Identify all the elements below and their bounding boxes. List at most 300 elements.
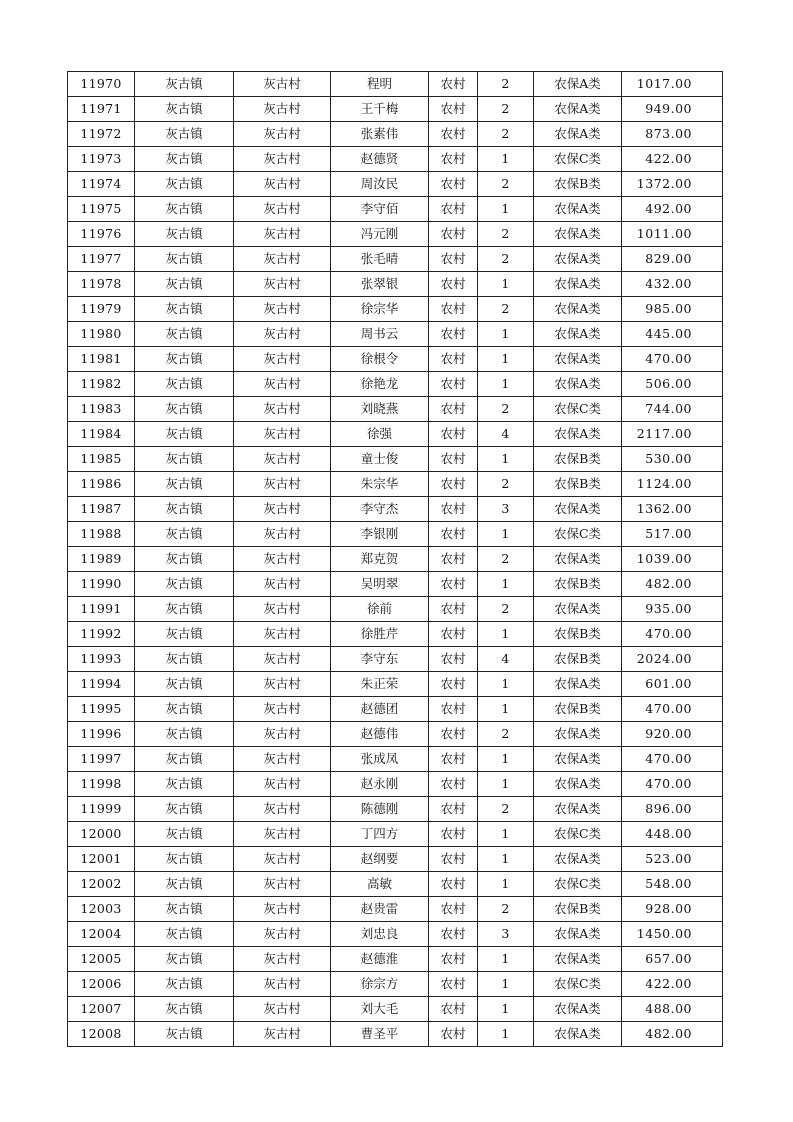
township-cell: 灰古镇 <box>135 1022 234 1047</box>
village-cell: 灰古村 <box>234 947 331 972</box>
document-page <box>67 71 722 1047</box>
amount-cell: 1039.00 <box>622 547 723 572</box>
table-row <box>68 172 723 197</box>
household-type-cell: 农村 <box>429 372 478 397</box>
household-type-cell: 农村 <box>429 522 478 547</box>
household-size-cell: 4 <box>478 647 534 672</box>
amount-cell: 1017.00 <box>622 72 723 97</box>
amount-cell: 530.00 <box>622 447 723 472</box>
name-cell: 周汝民 <box>331 172 429 197</box>
village-cell: 灰古村 <box>234 922 331 947</box>
household-type-cell: 农村 <box>429 772 478 797</box>
serial-number-cell: 11970 <box>68 72 135 97</box>
household-type-cell: 农村 <box>429 447 478 472</box>
insurance-category-cell: 农保B类 <box>534 647 622 672</box>
name-cell: 刘忠良 <box>331 922 429 947</box>
township-cell: 灰古镇 <box>135 72 234 97</box>
village-cell: 灰古村 <box>234 897 331 922</box>
village-cell: 灰古村 <box>234 1022 331 1047</box>
insurance-category-cell: 农保A类 <box>534 372 622 397</box>
household-size-cell: 2 <box>478 222 534 247</box>
village-cell: 灰古村 <box>234 747 331 772</box>
amount-cell: 1124.00 <box>622 472 723 497</box>
amount-cell: 896.00 <box>622 797 723 822</box>
household-type-cell: 农村 <box>429 272 478 297</box>
serial-number-cell: 12006 <box>68 972 135 997</box>
amount-cell: 470.00 <box>622 697 723 722</box>
village-cell: 灰古村 <box>234 222 331 247</box>
name-cell: 张翠银 <box>331 272 429 297</box>
serial-number-cell: 11984 <box>68 422 135 447</box>
village-cell: 灰古村 <box>234 272 331 297</box>
insurance-category-cell: 农保B类 <box>534 172 622 197</box>
village-cell: 灰古村 <box>234 247 331 272</box>
table-row <box>68 872 723 897</box>
household-size-cell: 3 <box>478 922 534 947</box>
village-cell: 灰古村 <box>234 847 331 872</box>
household-type-cell: 农村 <box>429 122 478 147</box>
household-type-cell: 农村 <box>429 672 478 697</box>
insurance-category-cell: 农保A类 <box>534 772 622 797</box>
serial-number-cell: 12008 <box>68 1022 135 1047</box>
insurance-category-cell: 农保A类 <box>534 122 622 147</box>
serial-number-cell: 11976 <box>68 222 135 247</box>
insurance-category-cell: 农保A类 <box>534 297 622 322</box>
table-row <box>68 522 723 547</box>
village-cell: 灰古村 <box>234 997 331 1022</box>
township-cell: 灰古镇 <box>135 697 234 722</box>
township-cell: 灰古镇 <box>135 997 234 1022</box>
household-type-cell: 农村 <box>429 347 478 372</box>
township-cell: 灰古镇 <box>135 947 234 972</box>
serial-number-cell: 11973 <box>68 147 135 172</box>
table-row <box>68 722 723 747</box>
village-cell: 灰古村 <box>234 322 331 347</box>
township-cell: 灰古镇 <box>135 897 234 922</box>
township-cell: 灰古镇 <box>135 622 234 647</box>
village-cell: 灰古村 <box>234 797 331 822</box>
table-row <box>68 1022 723 1047</box>
village-cell: 灰古村 <box>234 472 331 497</box>
name-cell: 李守佰 <box>331 197 429 222</box>
township-cell: 灰古镇 <box>135 797 234 822</box>
township-cell: 灰古镇 <box>135 472 234 497</box>
amount-cell: 548.00 <box>622 872 723 897</box>
household-size-cell: 1 <box>478 697 534 722</box>
household-size-cell: 2 <box>478 597 534 622</box>
serial-number-cell: 12000 <box>68 822 135 847</box>
household-size-cell: 1 <box>478 772 534 797</box>
name-cell: 李守东 <box>331 647 429 672</box>
serial-number-cell: 11981 <box>68 347 135 372</box>
village-cell: 灰古村 <box>234 972 331 997</box>
township-cell: 灰古镇 <box>135 247 234 272</box>
village-cell: 灰古村 <box>234 347 331 372</box>
village-cell: 灰古村 <box>234 622 331 647</box>
amount-cell: 492.00 <box>622 197 723 222</box>
serial-number-cell: 11980 <box>68 322 135 347</box>
amount-cell: 928.00 <box>622 897 723 922</box>
village-cell: 灰古村 <box>234 197 331 222</box>
insurance-category-cell: 农保B类 <box>534 472 622 497</box>
township-cell: 灰古镇 <box>135 347 234 372</box>
village-cell: 灰古村 <box>234 722 331 747</box>
serial-number-cell: 11983 <box>68 397 135 422</box>
household-size-cell: 1 <box>478 322 534 347</box>
name-cell: 刘大毛 <box>331 997 429 1022</box>
amount-cell: 506.00 <box>622 372 723 397</box>
serial-number-cell: 11974 <box>68 172 135 197</box>
amount-cell: 2117.00 <box>622 422 723 447</box>
amount-cell: 601.00 <box>622 672 723 697</box>
table-row <box>68 497 723 522</box>
household-size-cell: 2 <box>478 472 534 497</box>
township-cell: 灰古镇 <box>135 872 234 897</box>
village-cell: 灰古村 <box>234 122 331 147</box>
household-type-cell: 农村 <box>429 822 478 847</box>
amount-cell: 1372.00 <box>622 172 723 197</box>
township-cell: 灰古镇 <box>135 272 234 297</box>
table-row <box>68 572 723 597</box>
village-cell: 灰古村 <box>234 447 331 472</box>
serial-number-cell: 11986 <box>68 472 135 497</box>
village-cell: 灰古村 <box>234 72 331 97</box>
village-cell: 灰古村 <box>234 497 331 522</box>
name-cell: 张素伟 <box>331 122 429 147</box>
insurance-category-cell: 农保B类 <box>534 697 622 722</box>
name-cell: 朱宗华 <box>331 472 429 497</box>
insurance-category-cell: 农保A类 <box>534 922 622 947</box>
serial-number-cell: 11994 <box>68 672 135 697</box>
name-cell: 徐宗华 <box>331 297 429 322</box>
amount-cell: 744.00 <box>622 397 723 422</box>
serial-number-cell: 12002 <box>68 872 135 897</box>
serial-number-cell: 11985 <box>68 447 135 472</box>
household-size-cell: 2 <box>478 72 534 97</box>
insurance-category-cell: 农保A类 <box>534 947 622 972</box>
household-type-cell: 农村 <box>429 622 478 647</box>
table-row <box>68 297 723 322</box>
name-cell: 李守杰 <box>331 497 429 522</box>
serial-number-cell: 11988 <box>68 522 135 547</box>
name-cell: 朱正荣 <box>331 672 429 697</box>
insurance-category-cell: 农保C类 <box>534 147 622 172</box>
township-cell: 灰古镇 <box>135 222 234 247</box>
household-type-cell: 农村 <box>429 997 478 1022</box>
household-size-cell: 1 <box>478 747 534 772</box>
serial-number-cell: 12007 <box>68 997 135 1022</box>
name-cell: 徐根令 <box>331 347 429 372</box>
household-type-cell: 农村 <box>429 222 478 247</box>
household-size-cell: 1 <box>478 1022 534 1047</box>
serial-number-cell: 11998 <box>68 772 135 797</box>
serial-number-cell: 11989 <box>68 547 135 572</box>
insurance-category-cell: 农保B类 <box>534 622 622 647</box>
household-size-cell: 1 <box>478 197 534 222</box>
name-cell: 郑克贺 <box>331 547 429 572</box>
table-row <box>68 372 723 397</box>
name-cell: 赵贵雷 <box>331 897 429 922</box>
township-cell: 灰古镇 <box>135 447 234 472</box>
household-type-cell: 农村 <box>429 922 478 947</box>
household-size-cell: 2 <box>478 97 534 122</box>
name-cell: 张成凤 <box>331 747 429 772</box>
insurance-category-cell: 农保A类 <box>534 347 622 372</box>
household-type-cell: 农村 <box>429 322 478 347</box>
village-cell: 灰古村 <box>234 822 331 847</box>
table-row <box>68 247 723 272</box>
table-row <box>68 347 723 372</box>
insurance-category-cell: 农保C类 <box>534 822 622 847</box>
township-cell: 灰古镇 <box>135 97 234 122</box>
table-row <box>68 797 723 822</box>
township-cell: 灰古镇 <box>135 722 234 747</box>
household-size-cell: 2 <box>478 897 534 922</box>
amount-cell: 523.00 <box>622 847 723 872</box>
household-size-cell: 2 <box>478 122 534 147</box>
table-row <box>68 897 723 922</box>
amount-cell: 422.00 <box>622 147 723 172</box>
household-type-cell: 农村 <box>429 72 478 97</box>
amount-cell: 448.00 <box>622 822 723 847</box>
household-size-cell: 4 <box>478 422 534 447</box>
township-cell: 灰古镇 <box>135 497 234 522</box>
township-cell: 灰古镇 <box>135 747 234 772</box>
table-row <box>68 447 723 472</box>
township-cell: 灰古镇 <box>135 772 234 797</box>
insurance-category-cell: 农保A类 <box>534 72 622 97</box>
name-cell: 刘晓燕 <box>331 397 429 422</box>
table-row <box>68 772 723 797</box>
household-type-cell: 农村 <box>429 97 478 122</box>
amount-cell: 949.00 <box>622 97 723 122</box>
household-size-cell: 2 <box>478 547 534 572</box>
insurance-category-cell: 农保A类 <box>534 547 622 572</box>
household-size-cell: 1 <box>478 847 534 872</box>
household-size-cell: 1 <box>478 347 534 372</box>
table-row <box>68 647 723 672</box>
serial-number-cell: 11993 <box>68 647 135 672</box>
insurance-category-cell: 农保B类 <box>534 572 622 597</box>
name-cell: 丁四方 <box>331 822 429 847</box>
table-row <box>68 472 723 497</box>
township-cell: 灰古镇 <box>135 597 234 622</box>
insurance-category-cell: 农保A类 <box>534 597 622 622</box>
serial-number-cell: 11972 <box>68 122 135 147</box>
serial-number-cell: 11975 <box>68 197 135 222</box>
amount-cell: 829.00 <box>622 247 723 272</box>
name-cell: 赵永刚 <box>331 772 429 797</box>
household-size-cell: 1 <box>478 672 534 697</box>
serial-number-cell: 11999 <box>68 797 135 822</box>
insurance-category-cell: 农保A类 <box>534 197 622 222</box>
serial-number-cell: 12004 <box>68 922 135 947</box>
village-cell: 灰古村 <box>234 522 331 547</box>
insurance-category-cell: 农保A类 <box>534 1022 622 1047</box>
table-row <box>68 72 723 97</box>
table-row <box>68 972 723 997</box>
serial-number-cell: 11990 <box>68 572 135 597</box>
township-cell: 灰古镇 <box>135 972 234 997</box>
serial-number-cell: 11979 <box>68 297 135 322</box>
household-size-cell: 2 <box>478 247 534 272</box>
insurance-category-cell: 农保B类 <box>534 447 622 472</box>
table-row <box>68 122 723 147</box>
serial-number-cell: 12001 <box>68 847 135 872</box>
household-size-cell: 1 <box>478 872 534 897</box>
name-cell: 李银刚 <box>331 522 429 547</box>
township-cell: 灰古镇 <box>135 922 234 947</box>
name-cell: 徐前 <box>331 597 429 622</box>
household-type-cell: 农村 <box>429 472 478 497</box>
village-cell: 灰古村 <box>234 297 331 322</box>
insurance-category-cell: 农保A类 <box>534 247 622 272</box>
household-type-cell: 农村 <box>429 797 478 822</box>
household-type-cell: 农村 <box>429 172 478 197</box>
table-row <box>68 597 723 622</box>
name-cell: 童士俊 <box>331 447 429 472</box>
township-cell: 灰古镇 <box>135 122 234 147</box>
insurance-category-cell: 农保A类 <box>534 97 622 122</box>
table-row <box>68 197 723 222</box>
amount-cell: 432.00 <box>622 272 723 297</box>
serial-number-cell: 12005 <box>68 947 135 972</box>
township-cell: 灰古镇 <box>135 522 234 547</box>
household-size-cell: 2 <box>478 397 534 422</box>
township-cell: 灰古镇 <box>135 397 234 422</box>
name-cell: 徐胜芹 <box>331 622 429 647</box>
village-cell: 灰古村 <box>234 172 331 197</box>
name-cell: 赵德伟 <box>331 722 429 747</box>
name-cell: 周书云 <box>331 322 429 347</box>
township-cell: 灰古镇 <box>135 322 234 347</box>
serial-number-cell: 12003 <box>68 897 135 922</box>
name-cell: 赵德淮 <box>331 947 429 972</box>
township-cell: 灰古镇 <box>135 147 234 172</box>
household-type-cell: 农村 <box>429 897 478 922</box>
township-cell: 灰古镇 <box>135 172 234 197</box>
household-type-cell: 农村 <box>429 147 478 172</box>
amount-cell: 470.00 <box>622 772 723 797</box>
name-cell: 徐强 <box>331 422 429 447</box>
amount-cell: 422.00 <box>622 972 723 997</box>
amount-cell: 935.00 <box>622 597 723 622</box>
insurance-category-cell: 农保A类 <box>534 272 622 297</box>
serial-number-cell: 11987 <box>68 497 135 522</box>
household-type-cell: 农村 <box>429 247 478 272</box>
serial-number-cell: 11995 <box>68 697 135 722</box>
table-row <box>68 622 723 647</box>
household-size-cell: 2 <box>478 172 534 197</box>
table-row <box>68 997 723 1022</box>
table-row <box>68 747 723 772</box>
household-size-cell: 1 <box>478 622 534 647</box>
amount-cell: 445.00 <box>622 322 723 347</box>
township-cell: 灰古镇 <box>135 547 234 572</box>
name-cell: 张毛晴 <box>331 247 429 272</box>
table-row <box>68 322 723 347</box>
table-row <box>68 697 723 722</box>
name-cell: 冯元刚 <box>331 222 429 247</box>
village-cell: 灰古村 <box>234 697 331 722</box>
household-type-cell: 农村 <box>429 547 478 572</box>
name-cell: 王千梅 <box>331 97 429 122</box>
household-type-cell: 农村 <box>429 597 478 622</box>
insurance-category-cell: 农保A类 <box>534 422 622 447</box>
insurance-category-cell: 农保C类 <box>534 872 622 897</box>
township-cell: 灰古镇 <box>135 672 234 697</box>
insurance-category-cell: 农保A类 <box>534 847 622 872</box>
household-type-cell: 农村 <box>429 872 478 897</box>
household-size-cell: 2 <box>478 722 534 747</box>
insurance-category-cell: 农保A类 <box>534 322 622 347</box>
table-row <box>68 97 723 122</box>
village-cell: 灰古村 <box>234 547 331 572</box>
serial-number-cell: 11978 <box>68 272 135 297</box>
village-cell: 灰古村 <box>234 597 331 622</box>
table-row <box>68 272 723 297</box>
table-row <box>68 847 723 872</box>
village-cell: 灰古村 <box>234 97 331 122</box>
table-row <box>68 547 723 572</box>
township-cell: 灰古镇 <box>135 822 234 847</box>
name-cell: 高敏 <box>331 872 429 897</box>
village-cell: 灰古村 <box>234 872 331 897</box>
name-cell: 赵德团 <box>331 697 429 722</box>
amount-cell: 657.00 <box>622 947 723 972</box>
household-type-cell: 农村 <box>429 1022 478 1047</box>
township-cell: 灰古镇 <box>135 647 234 672</box>
household-size-cell: 1 <box>478 972 534 997</box>
name-cell: 陈德刚 <box>331 797 429 822</box>
serial-number-cell: 11992 <box>68 622 135 647</box>
amount-cell: 1450.00 <box>622 922 723 947</box>
household-size-cell: 1 <box>478 372 534 397</box>
household-size-cell: 3 <box>478 497 534 522</box>
amount-cell: 2024.00 <box>622 647 723 672</box>
village-cell: 灰古村 <box>234 672 331 697</box>
village-cell: 灰古村 <box>234 397 331 422</box>
insurance-category-cell: 农保A类 <box>534 997 622 1022</box>
table-row <box>68 222 723 247</box>
table-row <box>68 672 723 697</box>
table-row <box>68 397 723 422</box>
household-size-cell: 1 <box>478 272 534 297</box>
village-cell: 灰古村 <box>234 422 331 447</box>
household-type-cell: 农村 <box>429 947 478 972</box>
insurance-category-cell: 农保A类 <box>534 497 622 522</box>
amount-cell: 873.00 <box>622 122 723 147</box>
table-row <box>68 147 723 172</box>
table-row <box>68 822 723 847</box>
amount-cell: 488.00 <box>622 997 723 1022</box>
household-type-cell: 农村 <box>429 722 478 747</box>
insurance-category-cell: 农保A类 <box>534 722 622 747</box>
table-row <box>68 422 723 447</box>
household-type-cell: 农村 <box>429 297 478 322</box>
insurance-category-cell: 农保C类 <box>534 397 622 422</box>
household-type-cell: 农村 <box>429 422 478 447</box>
amount-cell: 482.00 <box>622 1022 723 1047</box>
household-type-cell: 农村 <box>429 747 478 772</box>
serial-number-cell: 11982 <box>68 372 135 397</box>
table-body <box>68 72 723 1047</box>
household-type-cell: 农村 <box>429 647 478 672</box>
township-cell: 灰古镇 <box>135 197 234 222</box>
insurance-category-cell: 农保A类 <box>534 747 622 772</box>
name-cell: 赵纲要 <box>331 847 429 872</box>
amount-cell: 482.00 <box>622 572 723 597</box>
